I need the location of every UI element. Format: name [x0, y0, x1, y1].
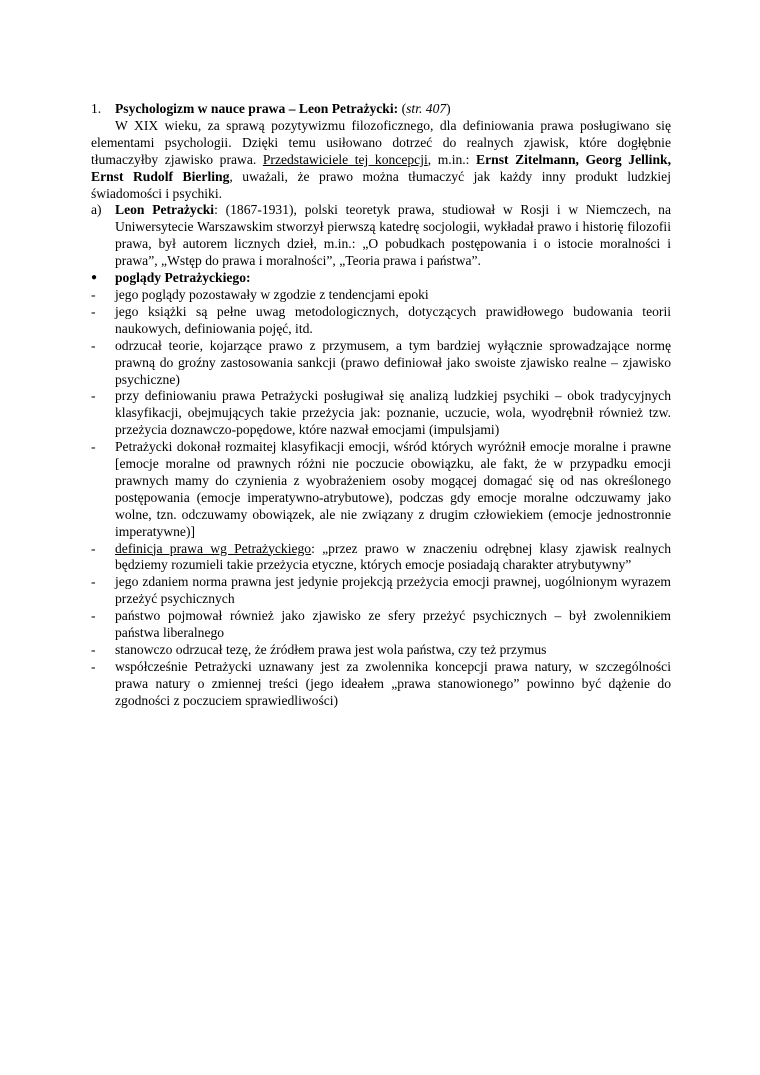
dash-marker: -: [91, 303, 96, 319]
list-item: [91, 659, 671, 710]
item-a-text: : (1867-1931), polski teoretyk prawa, studiował w Rosji i w Niemczech, na Uniwersytecie Warszawskim stworzył pierwszą katedrę socjologii, wykładał prawo i historię filozofii prawa, był autorem licznych dzieł, m.in.: „O pobudkach postępowania i o istocie moralności i prawa”, „Wstęp do prawa i moralności”, „Teoria prawa i państwa”.: [115, 202, 671, 269]
list-item: [91, 304, 671, 338]
definition-label: definicja prawa wg Petrażyckiego: [115, 540, 312, 556]
section-heading: 1. Psychologizm w nauce prawa – Leon Petrażycki: (str. 407): [91, 101, 451, 116]
bullet-icon: ●: [91, 272, 98, 284]
list-item: [91, 608, 671, 642]
representatives-names: Ernst Zitelmann, Georg Jellink, Ernst Rudolf Bierling: [91, 151, 671, 184]
list-item: [91, 574, 671, 608]
list-item: [91, 439, 671, 540]
list-item-text: jego poglądy pozostawały w zgodzie z tendencjami epoki: [115, 286, 429, 302]
definition-text: : „przez prawo w znaczeniu odrębnej klasy zjawisk realnych będziemy rozumieli takie przeżycia etyczne, których emocje posiadają charakter atrybutywny”: [115, 540, 671, 573]
document-page: [91, 101, 671, 710]
item-a-marker: a): [91, 202, 102, 218]
list-item-text: odrzucał teorie, kojarzące prawo z przymusem, a tym bardziej wyłącznie sprowadzające normę prawną do groźny zastosowania sankcji (prawo definiował jako swoiste zjawisko realne – zjawisko psychiczne): [115, 337, 671, 387]
list-item-text: państwo pojmował również jako zjawisko ze sfery przeżyć psychicznych – był zwolennikiem państwa liberalnego: [115, 608, 671, 641]
list-item-text: jego zdaniem norma prawna jest jedynie projekcją przeżycia emocji prawnej, uogólnionym wyrazem przeżyć psychicznych: [115, 574, 671, 607]
views-heading-text: poglądy Petrażyckiego:: [115, 270, 251, 286]
intro-paragraph: W XIX wieku, za sprawą pozytywizmu filozoficznego, dla definiowania prawa posługiwano się elementami psychologii. Dzięki temu usiłowano dotrzeć do realnych zjawisk, które dogłębnie tłumaczyłby zjawisko prawa. Przedstawiciele tej koncepcji, m.in.: Ernst Zitelmann, Georg Jellink, Ernst Rudolf Bierling, uważali, że prawo można tłumaczyć jak każdy inny produkt ludzkiej świadomości i psychiki.: [91, 117, 671, 201]
item-a: [91, 202, 671, 270]
dash-marker: -: [91, 388, 96, 404]
list-item-text: jego książki są pełne uwag metodologicznych, dotyczących prawidłowego budowania teorii naukowych, definiowania pojęć, itd.: [115, 303, 671, 336]
list-item: [91, 388, 671, 439]
list-item-text: przy definiowaniu prawa Petrażycki posługiwał się analizą ludzkiej psychiki – obok tradycyjnych klasyfikacji, obejmujących takie przeżycia jak: poznanie, uczucie, wola, wyodrębnił również tzw. przeżycia doznawczo-popędowe, które nazwał emocjami (impulsjami): [115, 388, 671, 438]
list-item: [91, 338, 671, 389]
dash-marker: -: [91, 608, 96, 624]
dash-marker: -: [91, 286, 96, 302]
list-item-text: współcześnie Petrażycki uznawany jest za zwolennika koncepcji prawa natury, w szczególności prawa natury o zmiennej treści (jego ideałem „prawa stanowionego” powinno być dążenie do zgodności z poczuciem sprawiedliwości): [115, 658, 671, 708]
list-item: [91, 642, 671, 659]
section-title: Psychologizm w nauce prawa – Leon Petrażycki:: [115, 101, 399, 116]
list-item: [91, 287, 671, 304]
list-item-text: Petrażycki dokonał rozmaitej klasyfikacji emocji, wśród których wyróżnił emocje moralne i prawne [emocje moralne od prawnych różni nie poczucie obowiązku, ale fakt, że w przypadku emocji prawnych mamy do czynienia z wyobrażeniem osoby mogącej domagać się od nas określonego postępowania (emocje imperatywno-atrybutowe), podczas gdy emocje moralne odczuwamy jako wolne, tzn. odczuwamy obowiązek, ale nie związany z drugim człowiekiem (emocje jednostronnie imperatywne)]: [115, 439, 671, 539]
definition-item: [91, 541, 671, 575]
views-heading: [91, 270, 671, 287]
dash-marker: -: [91, 337, 96, 353]
dash-marker: -: [91, 574, 96, 590]
item-a-name: Leon Petrażycki: [115, 202, 215, 218]
dash-marker: -: [91, 642, 96, 657]
page-reference: str. 407: [406, 101, 447, 116]
section-number: 1.: [91, 101, 102, 116]
dash-marker: -: [91, 439, 96, 455]
dash-marker: -: [91, 540, 96, 556]
list-item-text: stanowczo odrzucał tezę, że źródłem prawa jest wola państwa, czy też przymus: [115, 642, 547, 657]
dash-marker: -: [91, 658, 96, 674]
representatives-label: Przedstawiciele tej koncepcji: [262, 151, 428, 167]
